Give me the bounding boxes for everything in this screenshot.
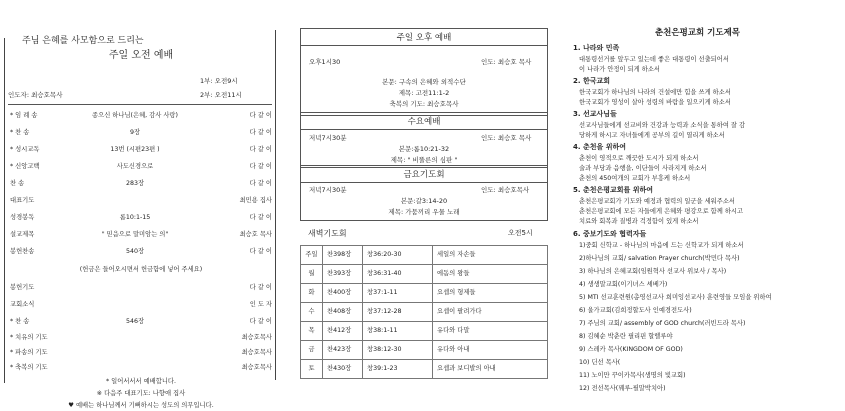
friday-prayer-text: 본문:갈3:14-20 [400,197,448,205]
footnote: * 일어서서서 예배합니다. [106,378,176,385]
prayer-item: 12) 전선목사(꿰루-필말박치아) [579,385,666,392]
order-person: 최승호목사 [241,334,272,341]
prayer-topics-title: 춘천은평교회 기도제목 [654,28,741,38]
prayer-item: 8) 김혜순 박춘란 필리핀 할렐루야 [579,333,673,340]
prayer-item: 3) 하나님의 은혜교회(임원혁사 선교사 위보사 / 목사) [579,268,727,275]
order-item: * 찬 송 [10,318,30,325]
order-detail: 9장 [129,129,141,136]
order-person: 다 같 이 [249,129,272,136]
divider [301,45,547,46]
prayer-item: 당하게 하시고 자녀들에게 공부의 길이 열리게 하소서 [579,132,725,139]
table-cell: 창36:31-40 [363,265,433,284]
prayer-item: 1)중회 신학교 - 하나님의 마음에 드는 신학교가 되게 하소서 [579,242,744,249]
order-person: 최승호목사 [241,364,272,371]
prayer-item: 11) 노이만 꾸이카목사(생명의 빛교회) [579,372,686,379]
order-row [10,180,272,190]
prayer-item: 7) 주님의 교회/ assembly of GOD church(러빈드라 목사) [579,320,746,327]
prayer-topics-panel [565,0,845,411]
table-cell: 요셉의 형제들 [433,284,548,303]
afternoon-service-title: 주일 오후 예배 [396,33,452,43]
divider [8,104,272,105]
prayer-item: 한국교회가 하나님의 나라의 건설에만 힘을 쓰게 하소서 [579,89,731,96]
order-row [10,248,272,258]
table-cell: 창36:20-30 [363,246,433,265]
afternoon-service-box [300,28,548,116]
order-person: 다 같 이 [249,180,272,187]
order-row [10,146,272,156]
prayer-item: 10) 딘선 목사( [579,359,621,366]
dawn-prayer-time: 오전5시 [508,229,533,237]
table-cell: 토 [301,360,323,379]
order-item: * 신앙고백 [10,163,40,170]
prayer-item: 2)하나님의 교회/ salvation Prayer church(박민다 목사) [579,255,740,262]
order-row [10,231,272,241]
prayer-item: 5) MTI 선교훈련원(총영선교사 희미잉선교사) 훈련영들 모임을 위하여 [579,294,772,301]
footnote: ※ 다음주 대표기도: 나향애 집사 [96,390,186,397]
order-row [10,197,272,207]
table-row [301,265,548,284]
order-item: 봉헌기도 [10,284,35,291]
prayer-item: 춘천은평교회가 기도와 예정과 협력의 일군을 세워주소서 [579,198,735,205]
order-item: * 성시교독 [10,146,40,153]
table-cell: 창39:1-23 [363,360,433,379]
table-cell: 유다와 아내 [433,341,548,360]
table-cell: 찬408장 [323,303,363,322]
afternoon-service-text: 본문: 구속의 은혜와 외적수단 [382,78,466,86]
wednesday-service-text: 제목: " 비뚤른의 심판 " [390,156,458,164]
order-row [10,334,272,344]
table-cell: 찬430장 [323,360,363,379]
order-person: 다 같 이 [249,146,272,153]
order-item: * 치유의 기도 [10,334,48,341]
second-service-time: 2부: 오전11시 [200,91,242,99]
order-person: 다 같 이 [249,112,272,119]
wednesday-service-box [300,112,548,168]
prayer-item: 춘천은평교회에 모든 자들에게 은혜와 평강으로 함께 하시고 [579,208,744,215]
dawn-prayer-title: 새벽기도회 [308,229,347,238]
table-row [301,246,548,265]
order-row [10,349,272,359]
prayer-item: 치료와 회복과 질병과 걱정함이 있게 하소서 [579,218,699,225]
friday-prayer-time: 저녁7시30분 [309,186,347,194]
prayer-item: 한국교회가 영성이 살아 성령의 바람을 일으키게 하소서 [579,99,731,106]
order-item: * 임 례 송 [10,112,38,119]
table-cell: 찬398장 [323,246,363,265]
order-detail: 540장 [125,248,145,255]
prayer-item: 9) 스레카 목사(KINGDOM OF GOD) [579,346,683,353]
table-cell: 수 [301,303,323,322]
prayer-item: 춘천이 영적으로 깨끗한 도시가 되게 하소서 [579,155,699,162]
table-cell: 찬400장 [323,284,363,303]
order-item: * 축복의 기도 [10,364,48,371]
panel-border-right [275,30,276,380]
prayer-category: 4. 춘천을 위하여 [573,143,626,151]
order-row [10,364,272,374]
table-cell: 에돔의 왕들 [433,265,548,284]
wednesday-service-text: 본문:롬10:21-32 [398,145,450,153]
order-row [10,301,272,311]
wednesday-service-time: 저녁7시30분 [309,134,347,142]
prayer-category: 1. 나라와 민족 [573,44,620,52]
friday-prayer-title: 금요기도회 [403,170,445,180]
prayer-item: 4) 생생말교회(이기녀스 셰베가) [579,281,668,288]
table-cell: 월 [301,265,323,284]
wednesday-service-leader: 인도: 최승호 목사 [481,134,532,142]
order-detail: " 믿음으로 말미암는 의" [101,231,169,238]
prayer-category: 2. 한국교회 [573,77,611,85]
table-row [301,303,548,322]
prayer-item: 술과 부당과 음행을, 이단들이 사라지게 하소서 [579,165,707,172]
order-detail: 13번 (시편23편 ) [110,146,160,153]
order-person: 다 같 이 [249,284,272,291]
table-cell: 유다와 다말 [433,322,548,341]
table-row [301,360,548,379]
order-person: 최승호목사 [241,349,272,356]
table-cell: 목 [301,322,323,341]
prayer-category: 6. 중보기도와 협력자들 [573,230,647,238]
order-item: 성경봉독 [10,214,35,221]
divider [301,182,547,183]
service-title: 주일 오전 예배 [108,50,174,61]
prayer-item: 선교사님들에게 선교비와 건강과 능력과 소식을 통하여 잘 감 [579,122,746,129]
order-detail: 사도신경으로 [116,163,154,170]
order-person: 인 도 자 [249,301,272,308]
order-item: 찬 송 [10,180,25,187]
table-row [301,341,548,360]
table-cell: 주일 [301,246,323,265]
order-detail: 종으신 하나님(은혜, 감사 사랑) [92,112,178,119]
order-row [10,112,272,122]
table-row [301,322,548,341]
sunday-morning-panel [0,0,282,411]
afternoon-service-time: 오후1시30 [309,58,341,66]
order-row [10,129,272,139]
prayer-category: 3. 선교사님들 [573,110,617,118]
table-cell: 찬423장 [323,341,363,360]
order-detail: 롬10:1-15 [119,214,151,221]
order-person: 다 같 이 [249,163,272,170]
table-cell: 요셉이 팔려가다 [433,303,548,322]
service-leader: 인도자: 최승호목사 [8,91,63,99]
order-person: 최승호 목사 [239,231,272,238]
divider [301,129,547,130]
friday-prayer-leader: 인도: 최승호목사 [481,186,530,194]
weekly-services-panel [296,0,552,411]
prayer-category: 5. 춘천은평교회를 위하여 [573,186,654,194]
order-item: * 파송의 기도 [10,349,48,356]
offering-note: (헌금은 들어오시면서 헌금함에 넣어 주세요) [79,266,203,273]
order-person: 다 같 이 [249,248,272,255]
prayer-item: 이 나라가 안정이 되게 하소서 [579,66,660,73]
table-cell: 금 [301,341,323,360]
afternoon-service-leader: 인도: 최승호 목사 [481,58,532,66]
table-cell: 세일의 자손들 [433,246,548,265]
friday-prayer-text: 제목: 가뭄끼리 우물 노래 [388,208,460,216]
order-item: 설교제목 [10,231,35,238]
table-cell: 찬393장 [323,265,363,284]
prayer-item: 춘천의 450여개의 교회가 부흥케 하소서 [579,175,691,182]
order-detail: 283장 [125,180,145,187]
order-item: 대표기도 [10,197,35,204]
table-cell: 창38:1-11 [363,322,433,341]
table-cell: 화 [301,284,323,303]
panel-border-left [4,38,5,383]
table-row [301,284,548,303]
order-row [10,214,272,224]
afternoon-service-text: 제목: 고전11:1-2 [398,89,450,97]
prayer-item: 6) 울가교회(김희정할도사 인예경전도사) [579,307,692,314]
order-person: 최민용 집사 [239,197,272,204]
first-service-time: 1부: 오전9시 [200,77,238,85]
footnote: ♥ 예배는 하나님께서 기뻐하시는 성도의 의무입니다. [68,402,214,409]
friday-prayer-box [300,165,548,221]
afternoon-service-text: 축복의 기도: 최승호목사 [389,100,459,108]
order-detail: 546장 [125,318,145,325]
order-item: 봉헌찬송 [10,248,35,255]
order-person: 다 같 이 [249,318,272,325]
service-subtitle: 주님 은혜를 사모함으로 드리는 [22,36,144,46]
wednesday-service-title: 수요예배 [407,117,441,127]
order-person: 다 같 이 [249,214,272,221]
dawn-prayer-table [300,245,548,379]
order-row [10,163,272,173]
table-cell: 창37:1-11 [363,284,433,303]
table-cell: 요셉과 보디발의 아내 [433,360,548,379]
table-cell: 창37:12-28 [363,303,433,322]
order-row [10,284,272,294]
order-item: * 찬 송 [10,129,30,136]
order-item: 교회소식 [10,301,35,308]
table-cell: 찬412장 [323,322,363,341]
prayer-item: 대통령선거를 앞두고 있는데 좋은 대통령이 선출되어서 [579,56,729,63]
table-cell: 창38:12-30 [363,341,433,360]
order-row [10,318,272,328]
